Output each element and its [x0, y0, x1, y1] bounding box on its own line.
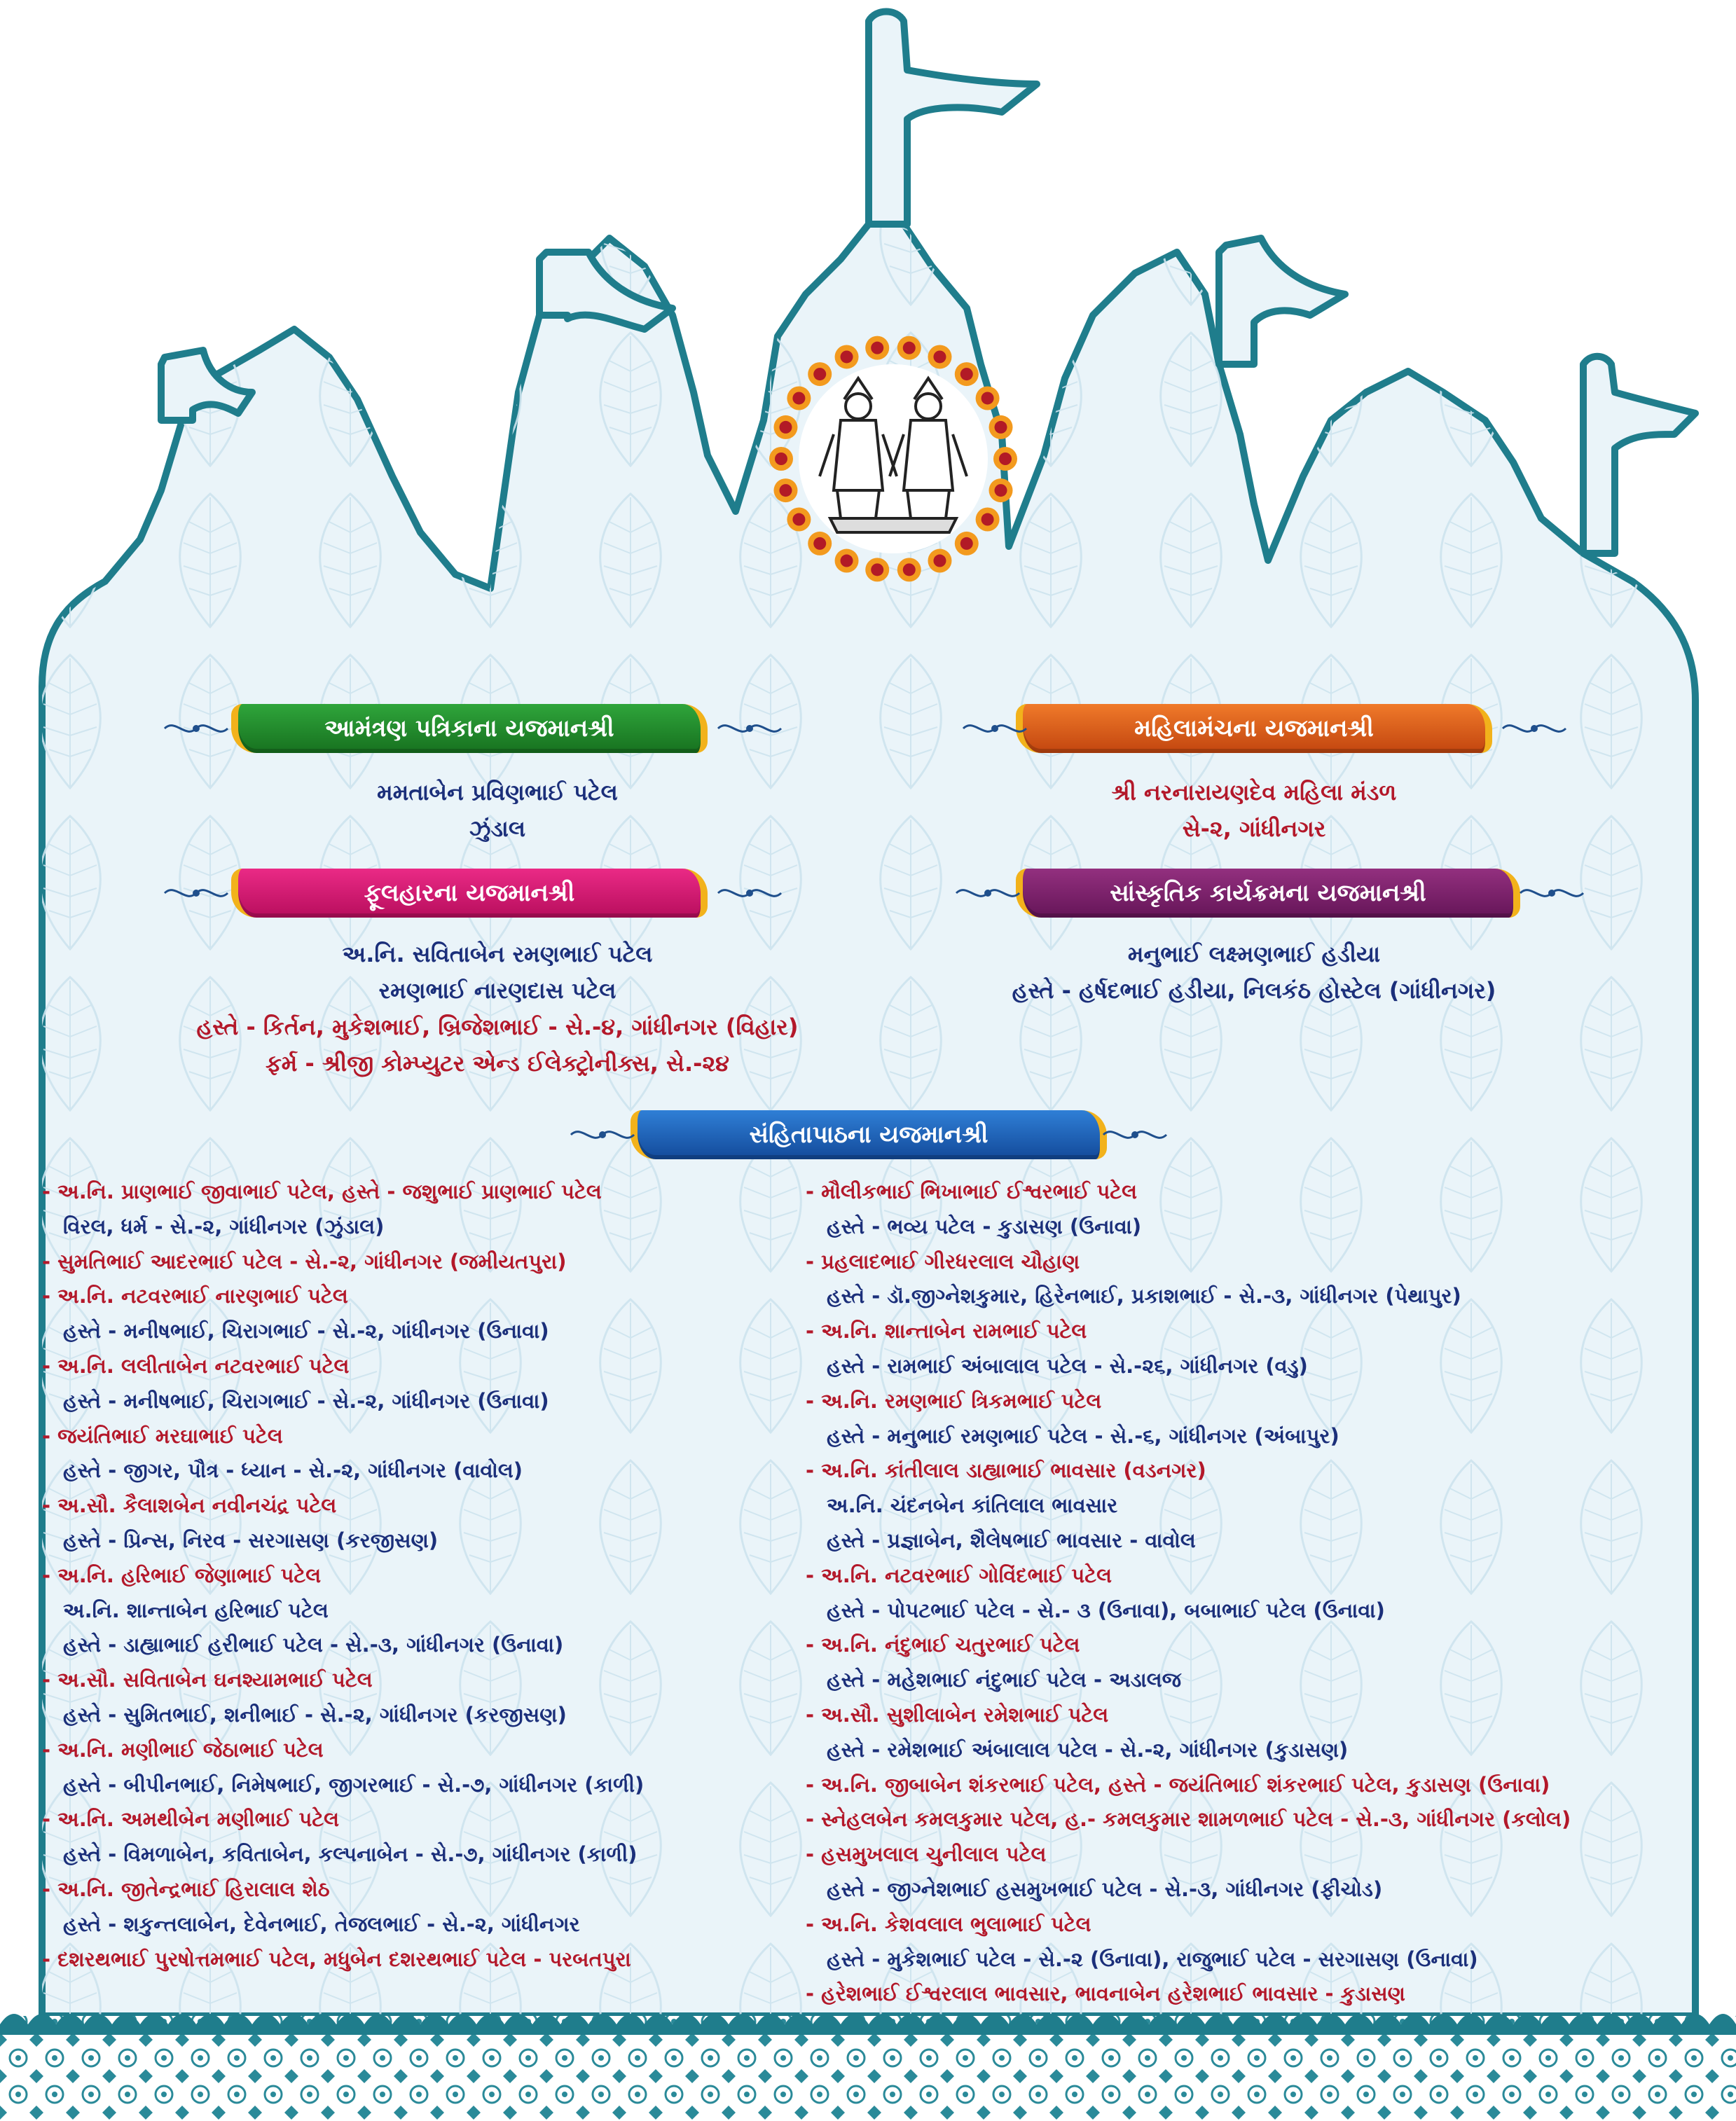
invitation-title: આમંત્રણ પત્રિકાના યજમાનશ્રી: [324, 714, 614, 742]
samhita-list-item: - સ્નેહલબેન કમલકુમાર પટેલ, હ.- કમલકુમાર શામળભાઈ પટેલ - સે.-૩, ગાંધીનગર (કલોલ): [806, 1807, 1571, 1832]
samhita-list-item: - મૌલીકભાઈ ભિખાભાઈ ઈશ્વરભાઈ પટેલ: [806, 1180, 1138, 1203]
fulhar-line: ફર્મ - શ્રીજી કોમ્પ્યુટર એન્ડ ઈલેક્ટ્રોનીક્સ, સે.-૨૪: [265, 1050, 730, 1077]
samhita-list-item: - અ.નિ. રમણભાઈ ત્રિકમભાઈ પટેલ: [806, 1388, 1102, 1413]
samhita-list-item: - અ.સૌ. સવિતાબેન ઘનશ્યામભાઈ પટેલ: [42, 1668, 373, 1692]
invitation-line: ઝુંડાલ: [469, 815, 526, 842]
samhita-list-item: - હરેશભાઈ ઈશ્વરલાલ ભાવસાર, ભાવનાબેન હરેશભાઈ ભાવસાર - કુડાસણ: [806, 1982, 1405, 2006]
samhita-list-item: હસ્તે - પ્રજ્ઞાબેન, શૈલેષભાઈ ભાવસાર - વાવોલ: [827, 1528, 1196, 1552]
samhita-list-item: - સુમતિભાઈ આદરભાઈ પટેલ - સે.-૨, ગાંધીનગર (જમીયતપુરા): [42, 1249, 567, 1273]
samhita-banner: [631, 1110, 1107, 1159]
sanskrutik-title: સાંસ્કૃતિક કાર્યક્રમના યજમાનશ્રી: [1110, 879, 1426, 907]
invitation-line: મમતાબેન પ્રવિણભાઈ પટેલ: [377, 779, 618, 806]
samhita-list-item: - પ્રહલાદભાઈ ગીરધરલાલ ચૌહાણ: [806, 1249, 1080, 1273]
sanskrutik-banner: [1016, 869, 1520, 918]
flourish-icon: [161, 883, 231, 904]
fulhar-line: હસ્તે - કિર્તન, મુકેશભાઈ, બ્રિજેશભાઈ - સે.-૪, ગાંધીનગર (વિહાર): [196, 1014, 799, 1040]
fulhar-line: રમણભાઈ નારણદાસ પટેલ: [378, 977, 616, 1004]
flourish-icon: [1499, 718, 1569, 739]
flourish-icon: [953, 883, 1023, 904]
samhita-list-item: હસ્તે - પ્રિન્સ, નિરવ - સરગાસણ (કરજીસણ): [63, 1528, 439, 1552]
samhita-list-item: હસ્તે - મહેશભાઈ નંદુભાઈ પટેલ - અડાલજ: [827, 1668, 1182, 1692]
samhita-list-item: - અ.નિ. નટવરભાઈ ગોવિંદભાઈ પટેલ: [806, 1563, 1112, 1587]
flourish-icon: [567, 1124, 638, 1145]
samhita-list-item: હસ્તે - રામભાઈ અંબાલાલ પટેલ - સે.-૨૬, ગાંધીનગર (વડુ): [827, 1353, 1308, 1378]
samhita-list-item: હસ્તે - શકુન્તલાબેન, દેવેનભાઈ, તેજલભાઈ - સે.-૨, ગાંધીનગર: [63, 1912, 580, 1936]
samhita-title: સંહિતાપાઠના યજમાનશ્રી: [749, 1121, 988, 1149]
samhita-list-item: હસ્તે - મનીષભાઈ, ચિરાગભાઈ - સે.-૨, ગાંધીનગર (ઉનાવા): [63, 1388, 549, 1413]
samhita-list-item: - અ.નિ. લલીતાબેન નટવરભાઈ પટેલ: [42, 1353, 350, 1378]
fulhar-lines: [70, 936, 925, 1082]
samhita-list-item: - હસમુખલાલ ચુનીલાલ પટેલ: [806, 1842, 1047, 1867]
sanskrutik-line: મનુભાઈ લક્ષ્મણભાઈ હડીયા: [1127, 941, 1381, 967]
samhita-list-item: - અ.સૌ. કૈલાશબેન નવીનચંદ્ર પટેલ: [42, 1493, 337, 1518]
samhita-list-item: હસ્તે - મનુભાઈ રમણભાઈ પટેલ - સે.-૬, ગાંધીનગર (અંબાપુર): [827, 1423, 1339, 1448]
fulhar-title: ફૂલહારના યજમાનશ્રી: [364, 879, 575, 907]
samhita-list-item: - જયંતિભાઈ મરઘાભાઈ પટેલ: [42, 1423, 283, 1448]
samhita-list-item: હસ્તે - ડાહ્યાભાઈ હરીભાઈ પટેલ - સે.-૩, ગાંધીનગર (ઉનાવા): [63, 1633, 564, 1657]
samhita-list-item: - અ.નિ. શાન્તાબેન રામભાઈ પટેલ: [806, 1319, 1087, 1343]
flourish-icon: [161, 718, 231, 739]
samhita-list-item: - અ.નિ. હરિભાઈ જેણાભાઈ પટેલ: [42, 1563, 322, 1587]
fulhar-line: અ.નિ. સવિતાબેન રમણભાઈ પટેલ: [342, 941, 653, 967]
fulhar-banner: [231, 869, 708, 918]
samhita-list-item: હસ્તે - ભવ્ય પટેલ - કુડાસણ (ઉનાવા): [827, 1214, 1142, 1238]
samhita-list-item: - અ.નિ. અમથીબેન મણીભાઈ પટેલ: [42, 1807, 340, 1832]
samhita-list-item: - દશરથભાઈ પુરષોત્તમભાઈ પટેલ, મધુબેન દશરથભાઈ પટેલ - પરબતપુરા: [42, 1947, 631, 1971]
samhita-list-item: અ.નિ. ચંદનબેન કાંતિલાલ ભાવસાર: [827, 1493, 1118, 1518]
mahila-banner: [1016, 704, 1492, 753]
samhita-list-item: - અ.નિ. મણીભાઈ જેઠાભાઈ પટેલ: [42, 1737, 324, 1762]
samhita-list-item: વિરલ, ધર્મ - સે.-૨, ગાંધીનગર (ઝુંડાલ): [63, 1214, 385, 1238]
flourish-icon: [1517, 883, 1587, 904]
mahila-title: મહિલામંચના યજમાનશ્રી: [1134, 714, 1374, 742]
samhita-list-item: - અ.નિ. જીતેન્દ્રભાઈ હિરાલાલ શેઠ: [42, 1877, 330, 1901]
sanskrutik-lines: [897, 936, 1611, 1009]
sanskrutik-line: હસ્તે - હર્ષદભાઈ હડીયા, નિલકંઠ હોસ્ટેલ (ગાંધીનગર): [1012, 977, 1496, 1004]
mahila-line: શ્રી નરનારાયણદેવ મહિલા મંડળ: [1111, 779, 1397, 806]
samhita-list-item: હસ્તે - જીગ્નેશભાઈ હસમુખભાઈ પટેલ - સે.-૩, ગાંધીનગર (ફીચોડ): [827, 1877, 1383, 1901]
samhita-right-list: [806, 1175, 1681, 2012]
samhita-list-item: - અ.નિ. નટવરભાઈ નારણભાઈ પટેલ: [42, 1284, 348, 1308]
flourish-icon: [715, 883, 785, 904]
mahila-lines: [967, 774, 1541, 847]
samhita-list-item: હસ્તે - બીપીનભાઈ, નિમેષભાઈ, જીગરભાઈ - સે.-૭, ગાંધીનગર (કાળી): [63, 1772, 645, 1797]
samhita-list-item: - અ.નિ. પ્રાણભાઈ જીવાભાઈ પટેલ, હસ્તે - જશુભાઈ પ્રાણભાઈ પટેલ: [42, 1180, 602, 1203]
invitation-banner: [231, 704, 708, 753]
samhita-list-item: હસ્તે - જીગર, પૌત્ર - ધ્યાન - સે.-૨, ગાંધીનગર (વાવોલ): [63, 1458, 523, 1483]
samhita-list-item: - અ.સૌ. સુશીલાબેન રમેશભાઈ પટેલ: [806, 1702, 1109, 1727]
samhita-list-item: હસ્તે - મુકેશભાઈ પટેલ - સે.-૨ (ઉનાવા), રાજુભાઈ પટેલ - સરગાસણ (ઉનાવા): [827, 1947, 1478, 1971]
invitation-lines: [210, 774, 785, 847]
flourish-icon: [1100, 1124, 1170, 1145]
samhita-list-item: અ.નિ. શાન્તાબેન હરિભાઈ પટેલ: [63, 1598, 329, 1622]
samhita-list-item: - અ.નિ. જીબાબેન શંકરભાઈ પટેલ, હસ્તે - જયંતિભાઈ શંકરભાઈ પટેલ, કુડાસણ (ઉનાવા): [806, 1772, 1550, 1797]
samhita-list-item: - અ.નિ. કેશવલાલ ભુલાભાઈ પટેલ: [806, 1912, 1091, 1936]
samhita-left-list: [42, 1175, 806, 1977]
flourish-icon: [715, 718, 785, 739]
samhita-list-item: હસ્તે - વિમળાબેન, કવિતાબેન, કલ્પનાબેન - સે.-૭, ગાંધીનગર (કાળી): [63, 1842, 638, 1867]
samhita-list-item: હસ્તે - ડૉ.જીગ્નેશકુમાર, હિરેનભાઈ, પ્રકાશભાઈ - સે.-૩, ગાંધીનગર (પેથાપુર): [827, 1284, 1461, 1308]
samhita-list-item: હસ્તે - પોપટભાઈ પટેલ - સે.- ૩ (ઉનાવા), બબાભાઈ પટેલ (ઉનાવા): [827, 1598, 1385, 1622]
mahila-line: સે-૨, ગાંધીનગર: [1182, 815, 1326, 842]
samhita-list-item: - અ.નિ. કાંતીલાલ ડાહ્યાભાઈ ભાવસાર (વડનગર): [806, 1458, 1206, 1483]
flourish-icon: [960, 718, 1030, 739]
samhita-list-item: હસ્તે - રમેશભાઈ અંબાલાલ પટેલ - સે.-૨, ગાંધીનગર (કુડાસણ): [827, 1737, 1349, 1762]
samhita-list-item: - અ.નિ. નંદુભાઈ ચતુરભાઈ પટેલ: [806, 1633, 1080, 1657]
samhita-list-item: હસ્તે - મનીષભાઈ, ચિરાગભાઈ - સે.-૨, ગાંધીનગર (ઉનાવા): [63, 1319, 549, 1343]
samhita-list-item: હસ્તે - સુમિતભાઈ, શનીભાઈ - સે.-૨, ગાંધીનગર (કરજીસણ): [63, 1702, 567, 1727]
